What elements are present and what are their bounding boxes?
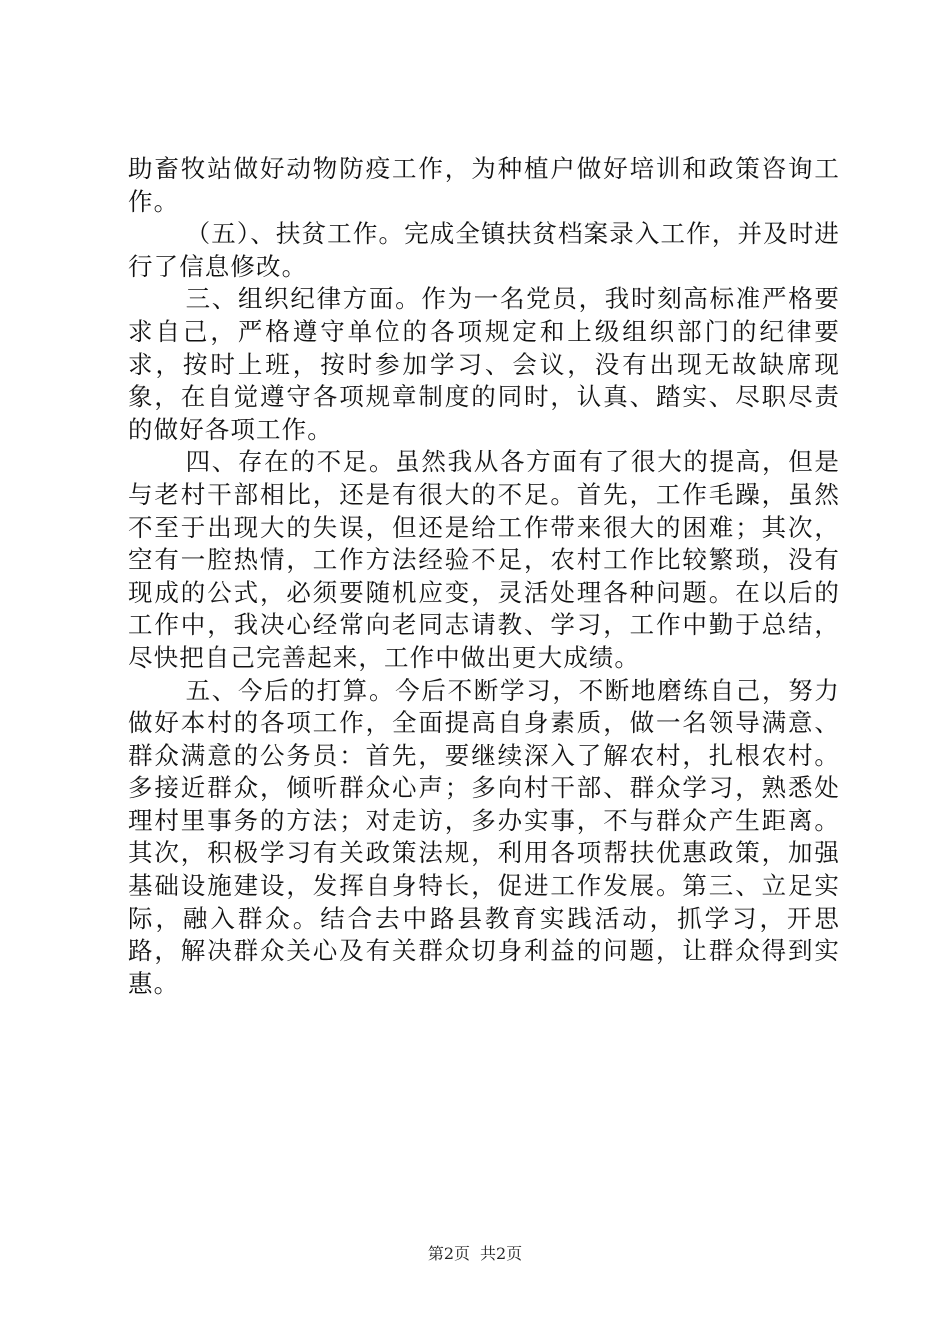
paragraph-discipline: 三、组织纪律方面。作为一名党员，我时刻高标准严格要求自己，严格遵守单位的各项规定和上级组织部门的纪律要求，按时上班，按时参加学习、会议，没有出现无故缺席现象，在自觉遵守各项规章制度的同时，认真、踏实、尽职尽责的做好各项工作。 [128, 284, 840, 444]
page-footer [0, 1244, 950, 1264]
paragraph-continuation: 助畜牧站做好动物防疫工作，为种植户做好培训和政策咨询工作。 [128, 154, 840, 216]
document-body [128, 153, 840, 1000]
paragraph-poverty-alleviation: （五）、扶贫工作。完成全镇扶贫档案录入工作，并及时进行了信息修改。 [128, 219, 840, 281]
page-number: 第2页 [427, 1244, 470, 1263]
page-total: 共2页 [480, 1244, 523, 1263]
paragraph-future-plans: 五、今后的打算。今后不断学习，不断地磨练自己，努力做好本村的各项工作，全面提高自身素质，做一名领导满意、群众满意的公务员：首先，要继续深入了解农村，扎根农村。多接近群众，倾听群众心声；多向村干部、群众学习，熟悉处理村里事务的方法；对走访，多办实事，不与群众产生距离。其次，积极学习有关政策法规，利用各项帮扶优惠政策，加强基础设施建设，发挥自身特长，促进工作发展。第三、立足实际，融入群众。结合去中路县教育实践活动，抓学习，开思路，解决群众关心及有关群众切身利益的问题，让群众得到实惠。 [128, 675, 840, 998]
paragraph-shortcomings: 四、存在的不足。虽然我从各方面有了很大的提高，但是与老村干部相比，还是有很大的不足。首先，工作毛躁，虽然不至于出现大的失误，但还是给工作带来很大的困难；其次，空有一腔热情，工作方法经验不足，农村工作比较繁琐，没有现成的公式，必须要随机应变，灵活处理各种问题。在以后的工作中，我决心经常向老同志请教、学习，工作中勤于总结，尽快把自己完善起来，工作中做出更大成绩。 [128, 447, 840, 672]
